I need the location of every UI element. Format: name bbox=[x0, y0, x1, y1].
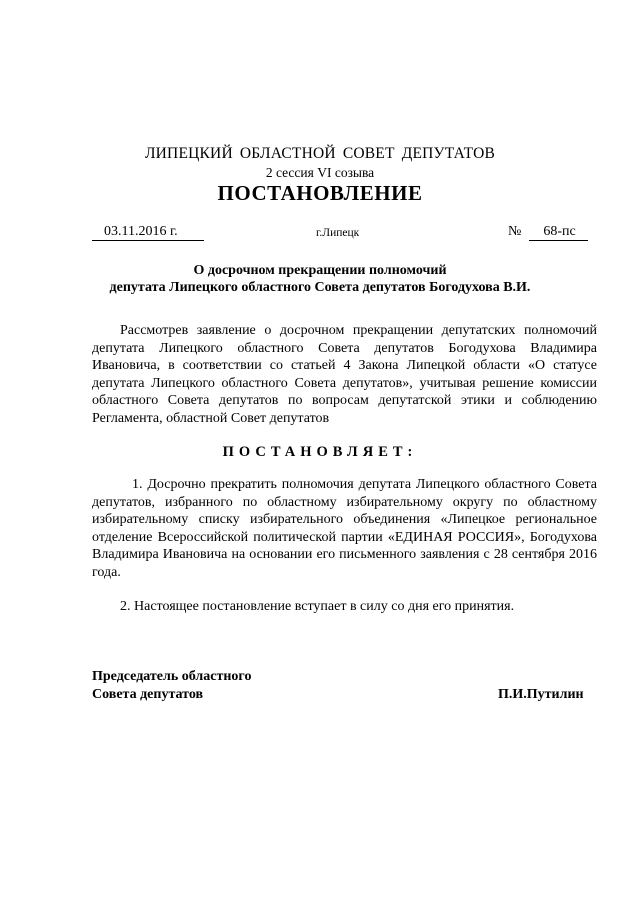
signatory-position bbox=[92, 668, 251, 704]
preamble-paragraph: Рассмотрев заявление о досрочном прекращении депутатских полномочий депутата Липецкого областного Совета депутатов Богодухова Владимира Ивановича, в соответствии со статьей 4 Закона Липецкой области «О статусе депутата Липецкого областного Совета депутатов», учитывая решение комиссии областного Совета депутатов по вопросам депутатской этики и соблюдению Регламента, областной Совет депутатов bbox=[92, 323, 597, 426]
signatory-name: П.И.Путилин bbox=[498, 687, 584, 702]
decree-item-2: 2. Настоящее постановление вступает в силу со дня его принятия. bbox=[120, 599, 515, 614]
document-type-heading: ПОСТАНОВЛЕНИЕ bbox=[217, 181, 423, 205]
title-line-1: О досрочном прекращении полномочий bbox=[193, 263, 447, 278]
document-date-value: 03.11.2016 г. bbox=[92, 224, 204, 241]
number-value: 68-пс bbox=[529, 224, 587, 241]
organization-name: ЛИПЕЦКИЙ ОБЛАСТНОЙ СОВЕТ ДЕПУТАТОВ bbox=[144, 145, 496, 162]
document-number bbox=[508, 224, 588, 241]
signatory-position-line-2: Совета депутатов bbox=[92, 687, 204, 702]
document-title bbox=[0, 262, 640, 296]
document-date bbox=[92, 224, 204, 241]
decree-item-1: 1. Досрочно прекратить полномочия депутата Липецкого областного Совета депутатов, избранного по областному избирательному округу по областному избирательному списку избирательного объединения «Липецкое региональное отделение Всероссийской политической партии «ЕДИНАЯ РОССИЯ», Богодухова Владимира Ивановича на основании его письменного заявления с 28 сентября 2016 года. bbox=[92, 477, 597, 580]
number-label: № bbox=[508, 224, 522, 239]
signatory-position-line-1: Председатель областного bbox=[92, 669, 252, 684]
title-line-2: депутата Липецкого областного Совета депутатов Богодухова В.И. bbox=[109, 280, 531, 295]
session-line: 2 сессия VI созыва bbox=[265, 165, 375, 180]
decree-heading: ПОСТАНОВЛЯЕТ: bbox=[222, 444, 418, 460]
document-place: г.Липецк bbox=[316, 227, 360, 239]
